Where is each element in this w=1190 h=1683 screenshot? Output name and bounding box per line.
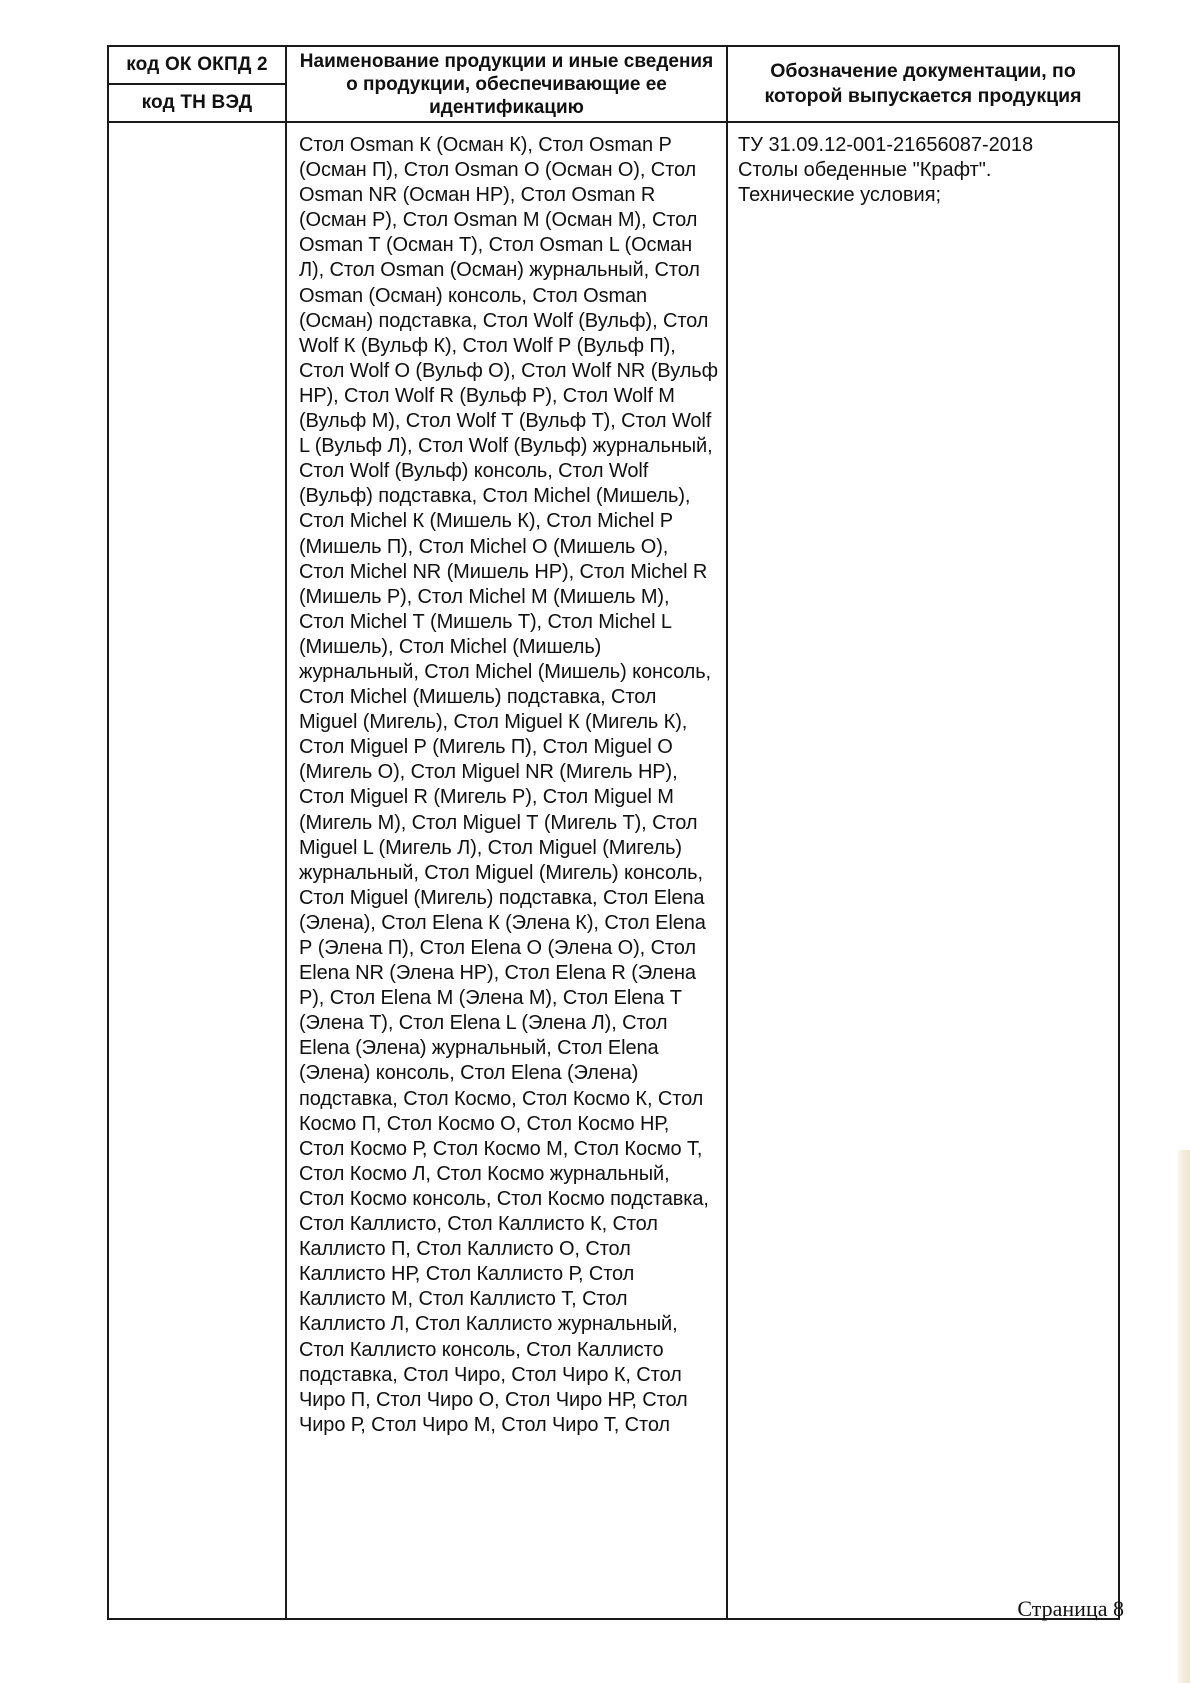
doc-header-label: Обозначение документации, по которой выпускается продукция — [764, 60, 1082, 107]
okpd-header-cell — [108, 46, 286, 84]
tnved-header-label: код ТН ВЭД — [141, 92, 253, 113]
code-cell — [108, 122, 286, 1619]
doc-line-type: Технические условия; — [738, 184, 942, 206]
product-header-cell — [286, 46, 727, 122]
page-number: Страница 8 — [1017, 1596, 1124, 1621]
table-row — [108, 122, 1119, 1619]
product-description-text: Стол Osman К (Осман К), Стол Osman Р (Осман П), Стол Osman О (Осман О), Стол Osman NR (Осман НР), Стол Osman R (Осман Р), Стол Osman M (Осман М), Стол Osman Т (Осман Т), Стол Osman L (Осман Л), Стол Osman (Осман) журнальный, Стол Osman (Осман) консоль, Стол Osman (Осман) подставка, Стол Wolf (Вульф), Стол Wolf К (Вульф К), Стол Wolf Р (Вульф П), Стол Wolf O (Вульф О), Стол Wolf NR (Вульф НР), Стол Wolf R (Вульф Р), Стол Wolf M (Вульф М), Стол Wolf Т (Вульф Т), Стол Wolf L (Вульф Л), Стол Wolf (Вульф) журнальный, Стол Wolf (Вульф) консоль, Стол Wolf (Вульф) подставка, Стол Michel (Мишель), Стол Michel К (Мишель К), Стол Michel Р (Мишель П), Стол Michel O (Мишель О), Стол Michel NR (Мишель НР), Стол Michel R (Мишель Р), Стол Michel M (Мишель М), Стол Michel Т (Мишель Т), Стол Michel L (Мишель), Стол Michel (Мишель) журнальный, Стол Michel (Мишель) консоль, Стол Michel (Мишель) подставка, Стол Miguel (Мигель), Стол Miguel К (Мигель К), Стол Miguel Р (Мигель П), Стол Miguel O (Мигель О), Стол Miguel NR (Мигель НР), Стол Miguel R (Мигель Р), Стол Miguel M (Мигель М), Стол Miguel Т (Мигель Т), Стол Miguel L (Мигель Л), Стол Miguel (Мигель) журнальный, Стол Miguel (Мигель) консоль, Стол Miguel (Мигель) подставка, Стол Elena (Элена), Стол Elena К (Элена К), Стол Elena Р (Элена П), Стол Elena O (Элена О), Стол Elena NR (Элена НР), Стол Elena R (Элена Р), Стол Elena M (Элена М), Стол Elena Т (Элена Т), Стол Elena L (Элена Л), Стол Elena (Элена) журнальный, Стол Elena (Элена) консоль, Стол Elena (Элена) подставка, Стол Космо, Стол Космо К, Стол Космо П, Стол Космо О, Стол Космо НР, Стол Космо Р, Стол Космо М, Стол Космо Т, Стол Космо Л, Стол Космо журнальный, Стол Космо консоль, Стол Космо подставка, Стол Каллисто, Стол Каллисто К, Стол Каллисто П, Стол Каллисто О, Стол Каллисто НР, Стол Каллисто Р, Стол Каллисто М, Стол Каллисто Т, Стол Каллисто Л, Стол Каллисто журнальный, Стол Каллисто консоль, Стол Каллисто подставка, Стол Чиро, Стол Чиро К, Стол Чиро П, Стол Чиро О, Стол Чиро НР, Стол Чиро Р, Стол Чиро М, Стол Чиро Т, Стол — [299, 134, 718, 1436]
product-header-label: Наименование продукции и иные сведения о продукции, обеспечивающие ее идентификацию — [299, 50, 714, 118]
doc-header-cell — [727, 46, 1119, 122]
table-header-row — [108, 46, 1119, 84]
doc-line-title: Столы обеденные "Крафт". — [738, 159, 992, 181]
documentation-cell — [727, 122, 1119, 1619]
doc-line-standard: ТУ 31.09.12-001-21656087-2018 — [738, 134, 1034, 156]
products-table — [107, 45, 1120, 1620]
product-description-cell — [286, 122, 727, 1619]
scan-edge-shadow — [1176, 1150, 1190, 1683]
okpd-header-label: код ОК ОКПД 2 — [126, 54, 268, 75]
tnved-header-cell — [108, 84, 286, 122]
